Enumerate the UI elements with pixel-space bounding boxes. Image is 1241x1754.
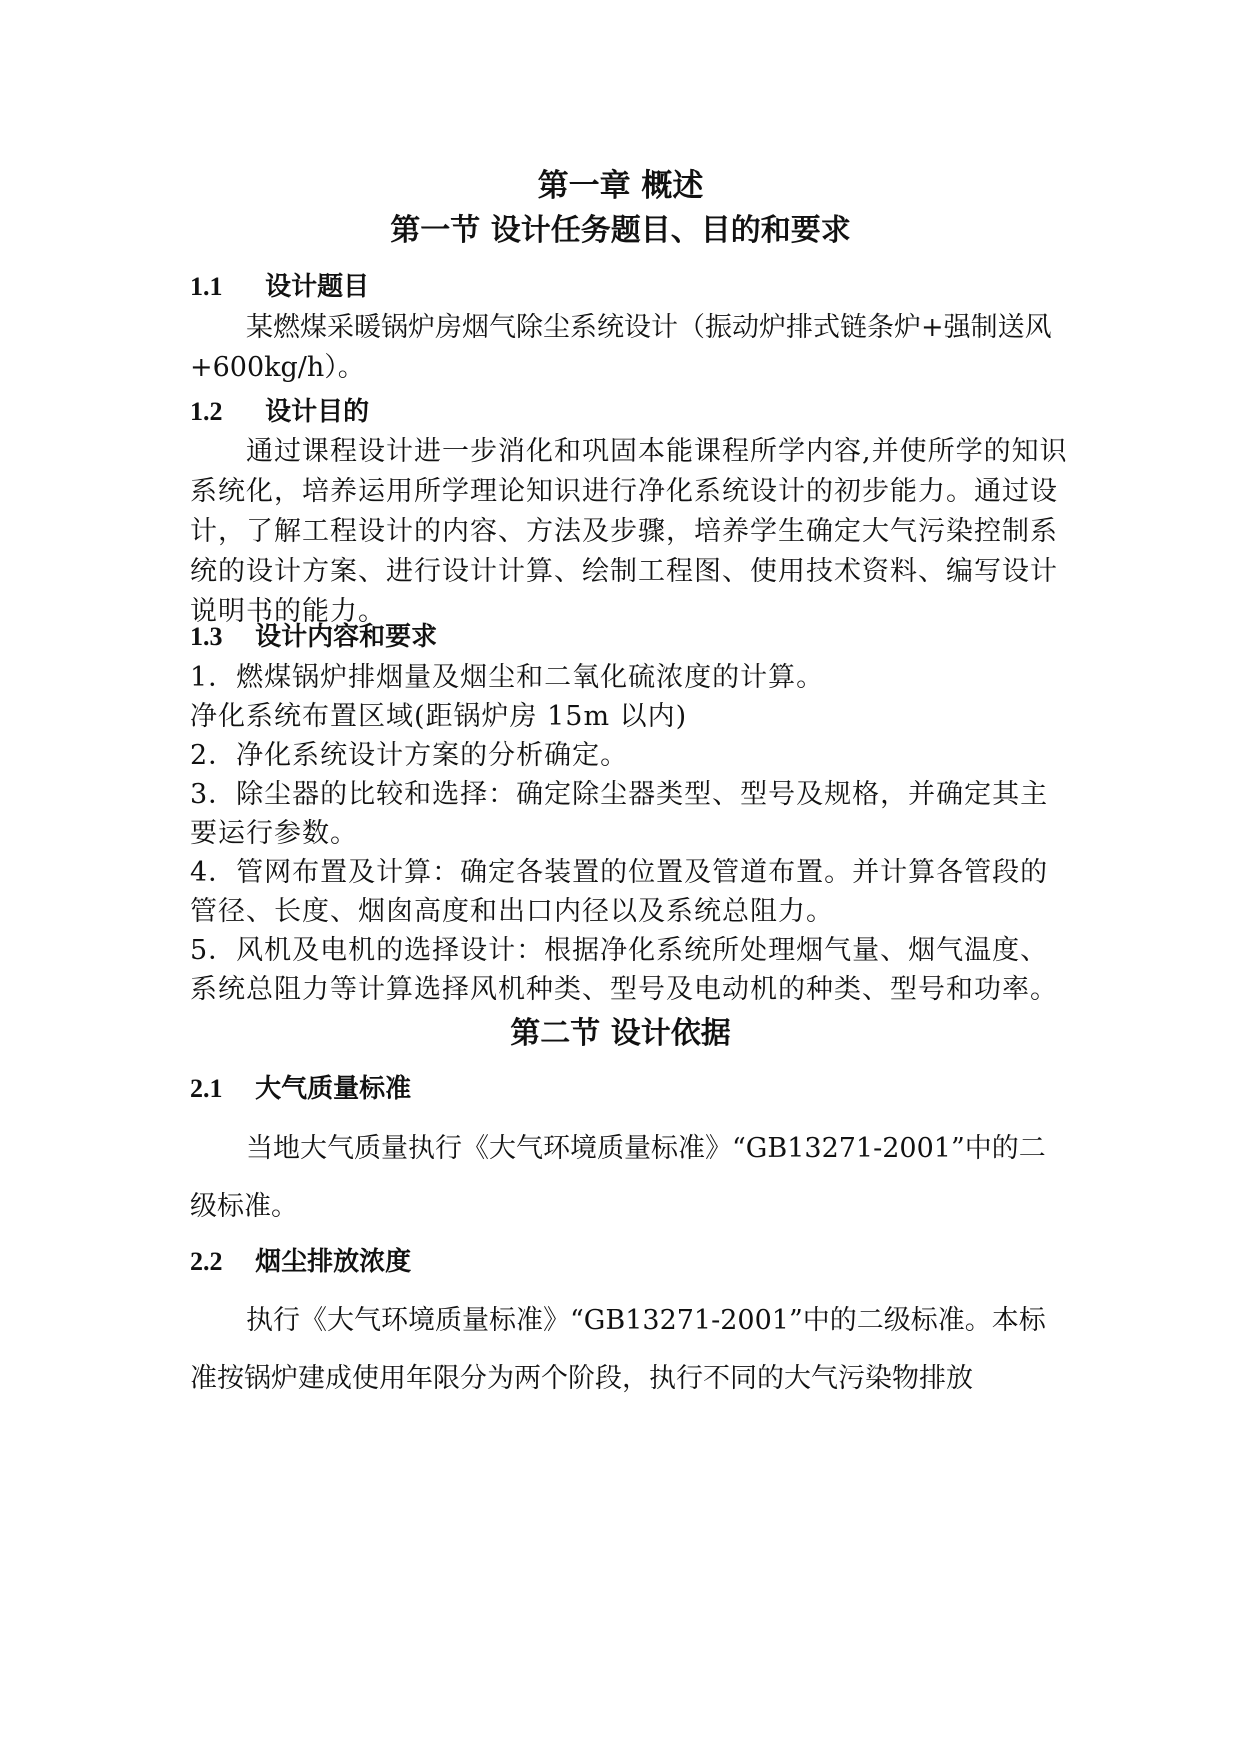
heading-1-1 [190,266,369,303]
heading-1-1-title: 设计题目 [265,272,370,302]
list-item: 1．燃煤锅炉排烟量及烟尘和二氧化硫浓度的计算。 [190,662,825,693]
list-item: 净化系统布置区域(距锅炉房 15m 以内) [190,701,688,732]
heading-2-2 [190,1241,411,1278]
paragraph-1-1: 某燃煤采暖锅炉房烟气除尘系统设计（振动炉排式链条炉+强制送风+600kg/h）。 [190,312,1052,383]
heading-2-2-number: 2.2 [190,1247,223,1276]
heading-1-3 [190,616,437,653]
requirements-list [190,658,1070,1009]
chapter-title: 第一章 概述 [537,168,704,204]
heading-2-1 [190,1068,411,1105]
paragraph-2-2: 执行《大气环境质量标准》“GB13271-2001”中的二级标准。本标准按锅炉建成使用年限分为两个阶段，执行不同的大气污染物排放 [190,1305,1046,1394]
paragraph-2-1: 当地大气质量执行《大气环境质量标准》“GB13271-2001”中的二级标准。 [190,1133,1046,1222]
heading-1-3-title: 设计内容和要求 [255,622,438,652]
heading-1-1-number: 1.1 [190,272,223,301]
heading-2-2-title: 烟尘排放浓度 [255,1247,412,1277]
paragraph-1-2: 通过课程设计进一步消化和巩固本能课程所学内容,并使所学的知识系统化，培养运用所学理论知识进行净化系统设计的初步能力。通过设计，了解工程设计的内容、方法及步骤，培养学生确定大气污染控制系统的设计方案、进行设计计算、绘制工程图、使用技术资料、编写设计说明书的能力。 [190,436,1068,627]
list-item: 4．管网布置及计算：确定各装置的位置及管道布置。并计算各管段的管径、长度、烟囱高度和出口内径以及系统总阻力。 [190,857,1049,927]
section-1-title: 第一节 设计任务题目、目的和要求 [390,213,851,248]
heading-2-1-title: 大气质量标准 [255,1074,412,1104]
section-2-title: 第二节 设计依据 [510,1016,731,1051]
heading-2-1-number: 2.1 [190,1074,223,1103]
heading-1-2 [190,391,369,428]
list-item: 5．风机及电机的选择设计：根据净化系统所处理烟气量、烟气温度、系统总阻力等计算选择风机种类、型号及电动机的种类、型号和功率。 [190,935,1058,1005]
list-item: 3．除尘器的比较和选择：确定除尘器类型、型号及规格，并确定其主要运行参数。 [190,779,1049,849]
heading-1-3-number: 1.3 [190,622,223,651]
heading-1-2-number: 1.2 [190,397,223,426]
list-item: 2．净化系统设计方案的分析确定。 [190,740,629,771]
heading-1-2-title: 设计目的 [265,397,370,427]
